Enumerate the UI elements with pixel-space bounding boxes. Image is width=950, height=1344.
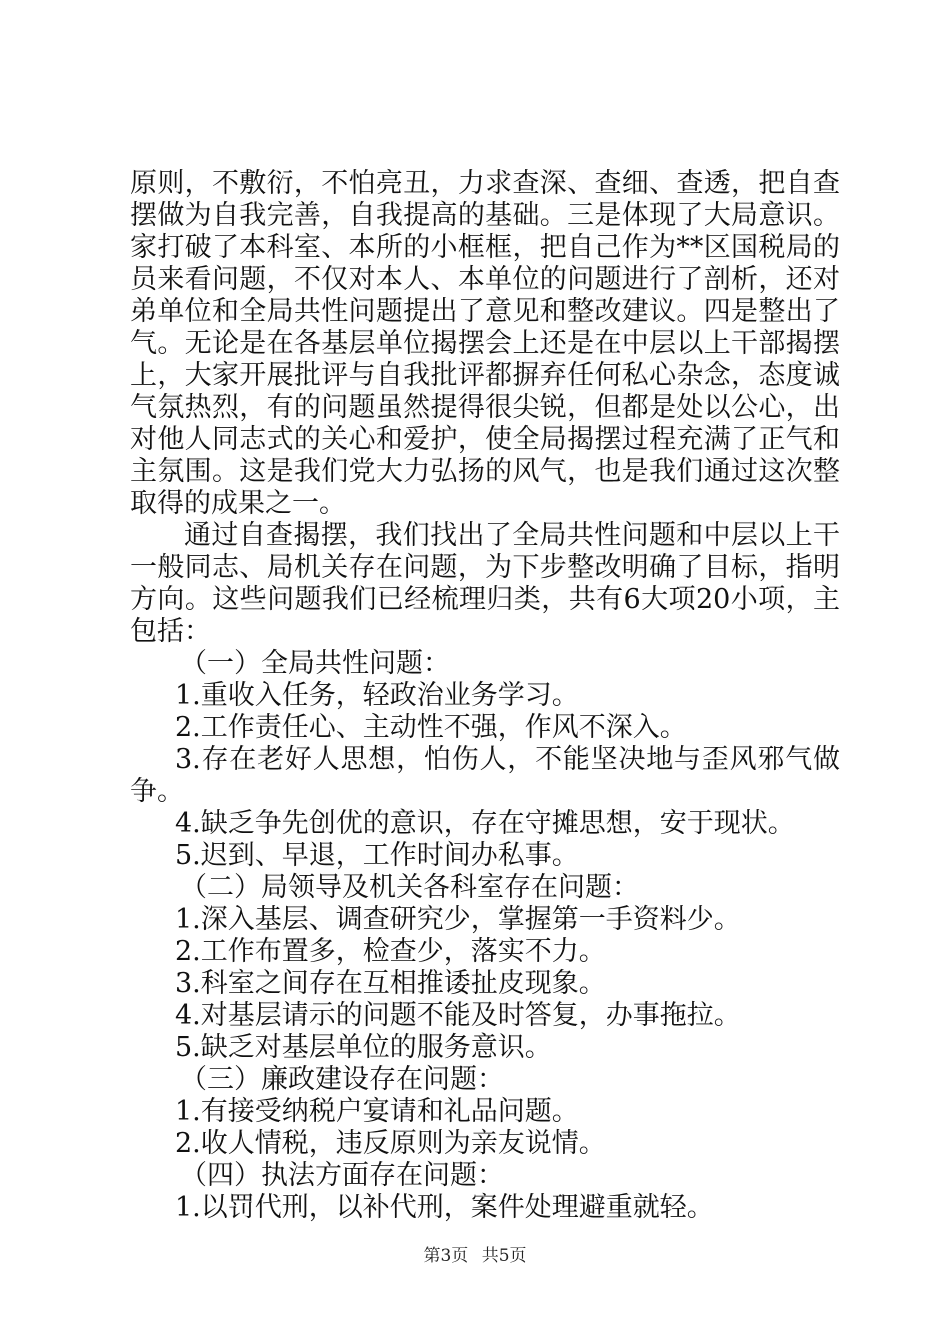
paragraph-line: 摆做为自我完善，自我提高的基础。三是体现了大局意识。 (130, 200, 840, 231)
paragraph-line: 原则，不敷衍，不怕亮丑，力求查深、查细、查透，把自查 (130, 168, 840, 199)
page-footer (0, 1241, 950, 1266)
section-heading: （三）廉政建设存在问题： (180, 1064, 504, 1095)
paragraph-line: 对他人同志式的关心和爱护，使全局揭摆过程充满了正气和 (130, 424, 840, 455)
paragraph-line: 家打破了本科室、本所的小框框，把自己作为**区国税局的 (130, 232, 840, 263)
list-item: 5.迟到、早退，工作时间办私事。 (175, 840, 579, 871)
paragraph-line: 气。无论是在各基层单位揭摆会上还是在中层以上干部揭摆 (130, 328, 840, 359)
section-heading: （二）局领导及机关各科室存在问题： (180, 872, 639, 903)
paragraph-line: 上，大家开展批评与自我批评都摒弃任何私心杂念，态度诚 (130, 360, 840, 391)
list-item: 5.缺乏对基层单位的服务意识。 (175, 1032, 552, 1063)
paragraph-line: 取得的成果之一。 (130, 488, 346, 519)
list-item-continuation: 争。 (130, 776, 184, 807)
list-item: 3.存在老好人思想，怕伤人，不能坚决地与歪风邪气做 (175, 744, 840, 775)
paragraph-line: 员来看问题，不仅对本人、本单位的问题进行了剖析，还对 (130, 264, 840, 295)
paragraph-line: 包括： (130, 616, 211, 647)
list-item: 4.缺乏争先创优的意识，存在守摊思想，安于现状。 (175, 808, 795, 839)
list-item: 3.科室之间存在互相推诿扯皮现象。 (175, 968, 606, 999)
list-item: 2.工作责任心、主动性不强，作风不深入。 (175, 712, 687, 743)
list-item: 2.工作布置多，检查少，落实不力。 (175, 936, 606, 967)
section-heading: （四）执法方面存在问题： (180, 1160, 504, 1191)
paragraph-line: 主氛围。这是我们党大力弘扬的风气，也是我们通过这次整 (130, 456, 840, 487)
document-body (130, 168, 840, 1224)
page-total: 共5页 (481, 1246, 527, 1266)
list-item: 1.深入基层、调查研究少，掌握第一手资料少。 (175, 904, 741, 935)
paragraph-line: 方向。这些问题我们已经梳理归类，共有6大项20小项，主 (130, 584, 840, 615)
paragraph-line: 气氛热烈，有的问题虽然提得很尖锐，但都是处以公心，出 (130, 392, 840, 423)
list-item: 1.重收入任务，轻政治业务学习。 (175, 680, 579, 711)
list-item: 1.有接受纳税户宴请和礼品问题。 (175, 1096, 579, 1127)
paragraph-line: 通过自查揭摆，我们找出了全局共性问题和中层以上干 (184, 520, 840, 551)
paragraph-line: 一般同志、局机关存在问题，为下步整改明确了目标，指明 (130, 552, 840, 583)
paragraph-line: 弟单位和全局共性问题提出了意见和整改建议。四是整出了 (130, 296, 840, 327)
list-item: 1.以罚代刑，以补代刑，案件处理避重就轻。 (175, 1192, 714, 1223)
list-item: 2.收人情税，违反原则为亲友说情。 (175, 1128, 606, 1159)
page-number: 第3页 (423, 1246, 469, 1266)
section-heading: （一）全局共性问题： (180, 648, 450, 679)
list-item: 4.对基层请示的问题不能及时答复，办事拖拉。 (175, 1000, 741, 1031)
